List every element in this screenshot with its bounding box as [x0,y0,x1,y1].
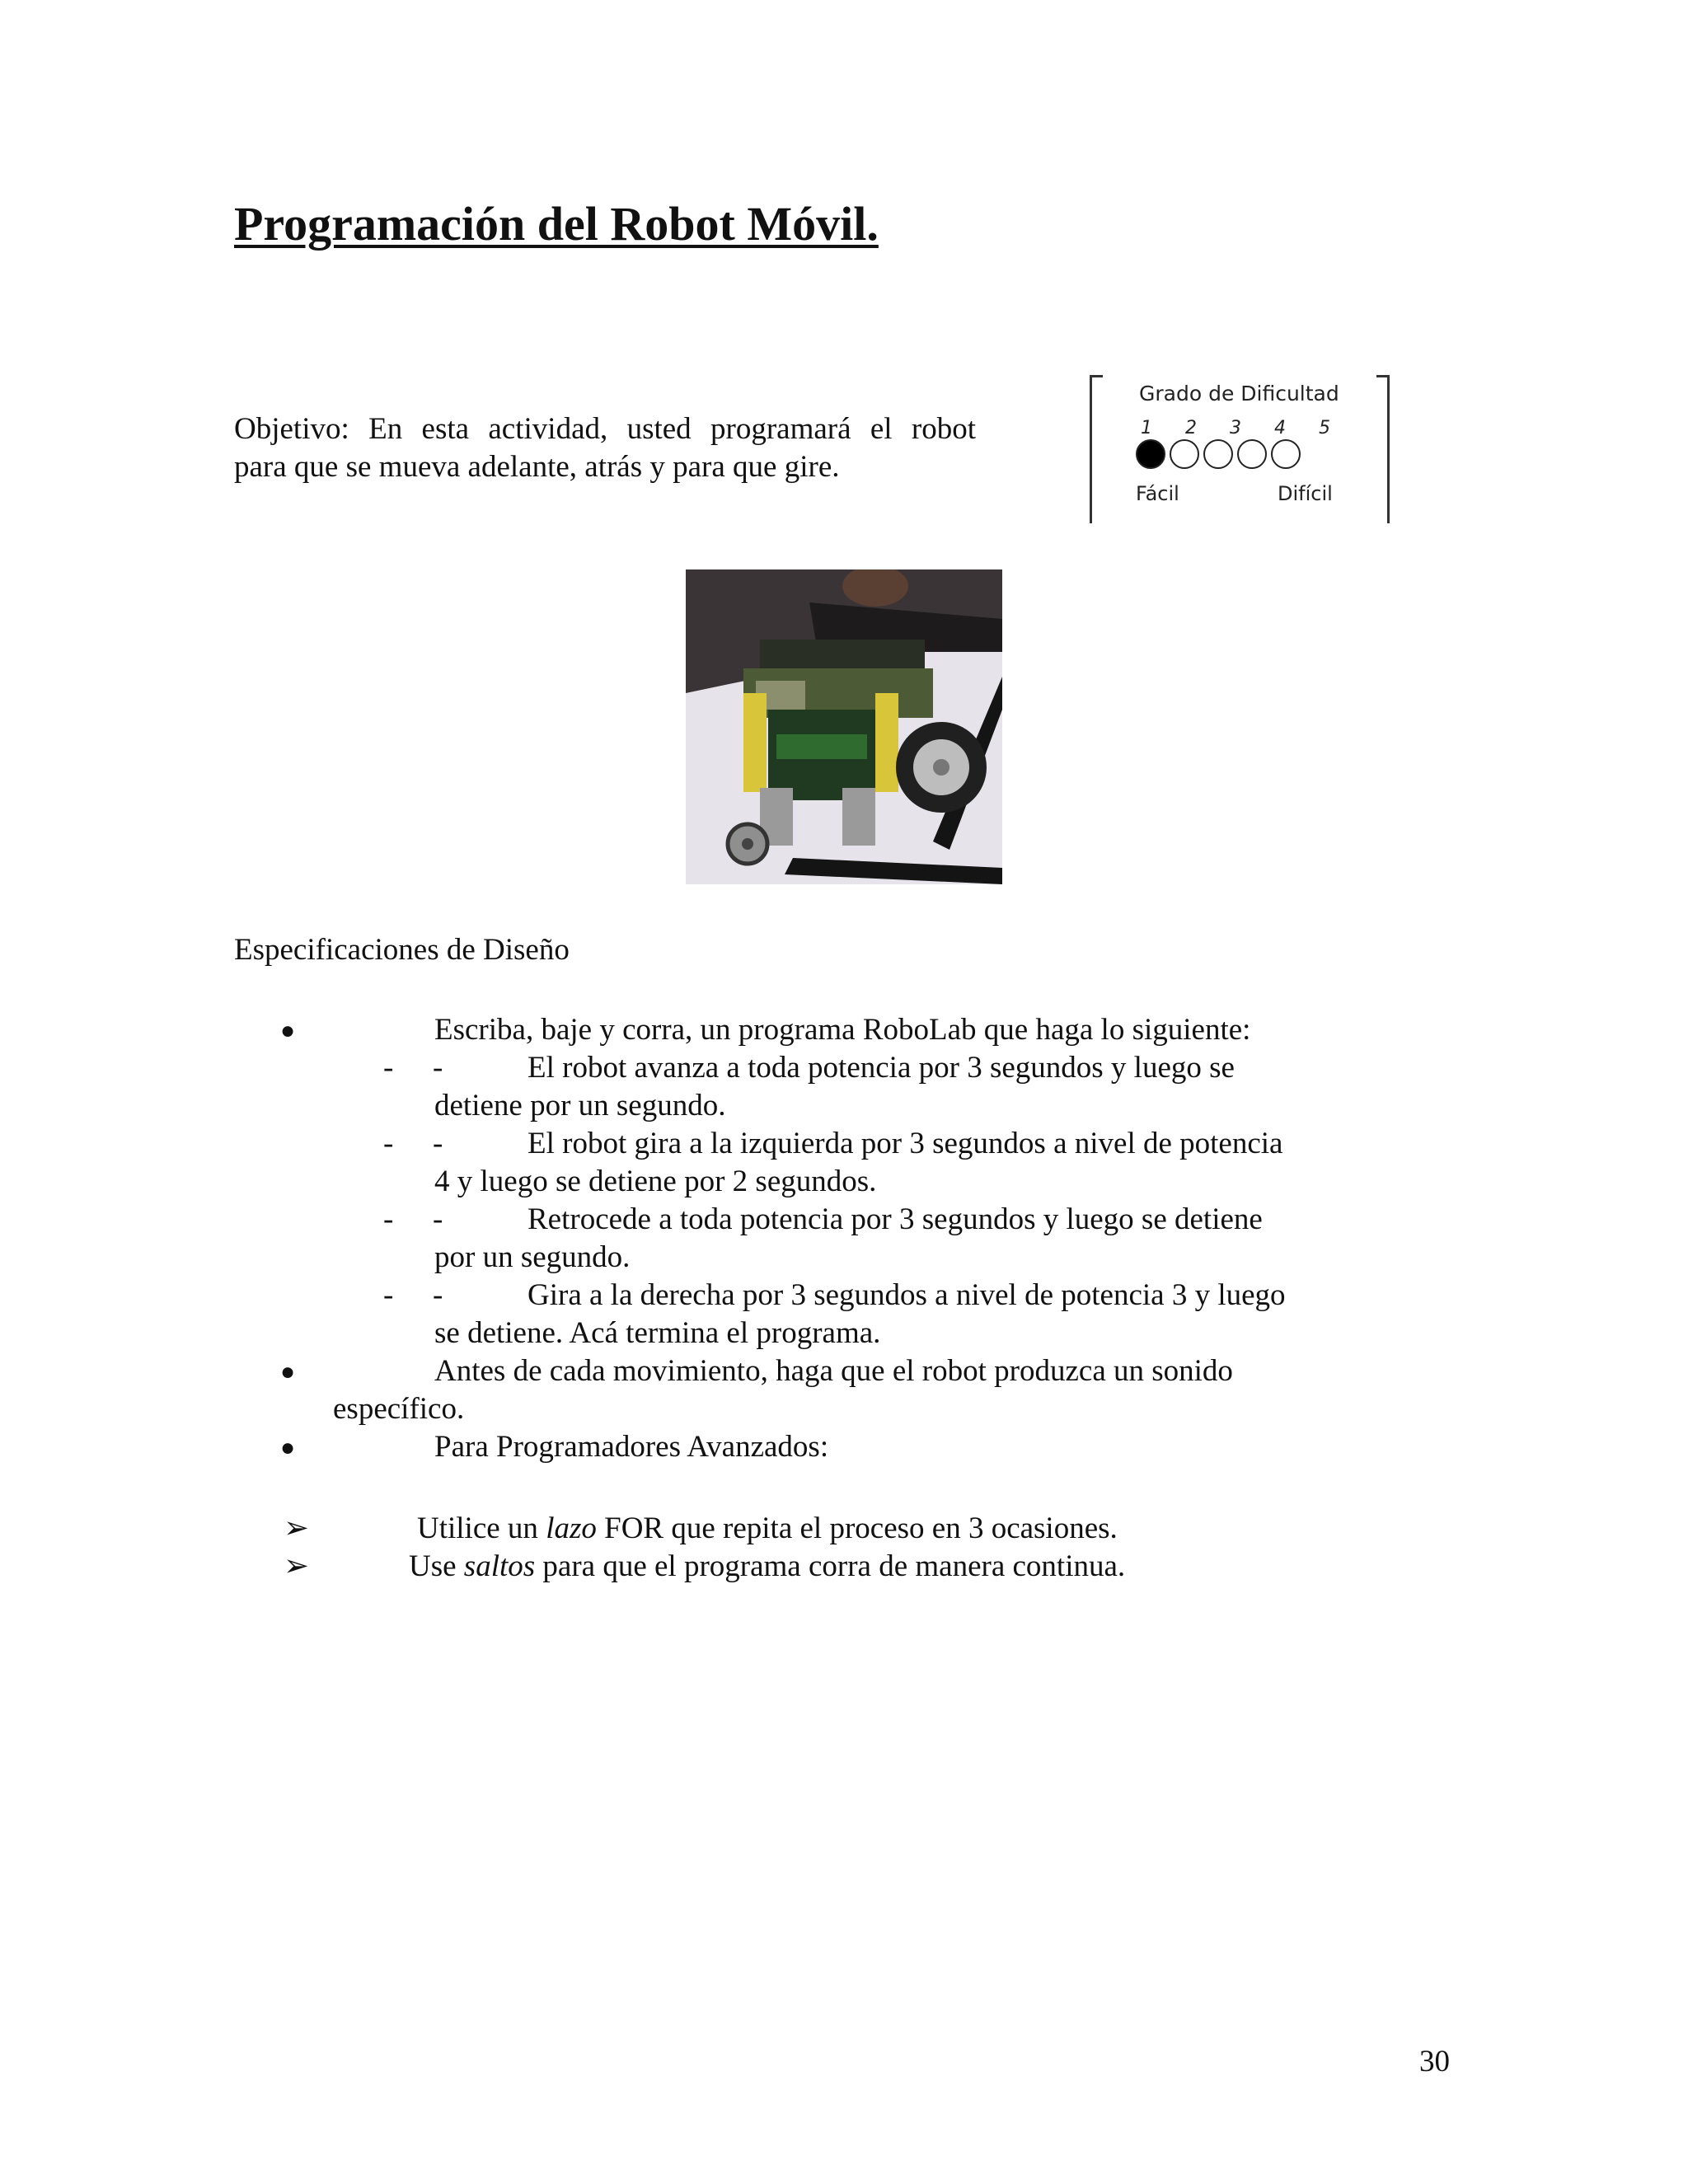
difficulty-scale [1090,375,1390,523]
bracket-right-top [1376,375,1390,377]
difficulty-number: 1 [1141,418,1152,438]
arrow-item-2-post: para que el programa corra de manera continua. [542,1549,1126,1583]
bullet-text-1: Escriba, baje y corra, un programa RoboLab que haga lo siguiente: [434,1013,1251,1047]
difficulty-circle-5 [1271,439,1301,469]
sub-item-2-line-1: El robot gira a la izquierda por 3 segundos a nivel de potencia [528,1127,1283,1160]
arrow-bullet-icon: ➢ [284,1549,310,1583]
dash-marker: - [433,1278,443,1312]
difficulty-circles [1136,439,1301,469]
difficulty-circle-4 [1237,439,1267,469]
bullet-icon: ● [280,1017,296,1044]
sub-item-2-line-2: 4 y luego se detiene por 2 segundos. [434,1165,877,1198]
bullet-text-3: Para Programadores Avanzados: [434,1430,829,1464]
bullet-icon: ● [280,1358,296,1385]
arrow-bullet-icon: ➢ [284,1511,310,1545]
dash-marker: - [383,1202,394,1236]
bracket-right [1387,375,1390,523]
arrow-item-1-post: FOR que repita el proceso en 3 ocasiones. [604,1511,1118,1545]
page-title: Programación del Robot Móvil. [234,197,879,251]
difficulty-hard-label: Difícil [1278,482,1333,505]
arrow-item-2-pre: Use [409,1549,457,1583]
page-number: 30 [1419,2045,1450,2079]
difficulty-circle-1 [1136,439,1165,469]
arrow-item-2 [409,1548,1125,1586]
dash-marker: - [383,1051,394,1085]
bullet-icon: ● [280,1434,296,1461]
difficulty-easy-label: Fácil [1136,482,1179,505]
sub-item-1-line-2: detiene por un segundo. [434,1089,726,1122]
sub-item-4-line-1: Gira a la derecha por 3 segundos a nivel de potencia 3 y luego [528,1278,1286,1312]
dash-marker: - [383,1127,394,1160]
objective-line-1: Objetivo: En esta actividad, usted programará el robot [234,412,976,446]
bracket-left [1090,375,1092,523]
difficulty-number: 5 [1319,418,1330,438]
dash-marker: - [433,1202,443,1236]
sub-item-1-line-1: El robot avanza a toda potencia por 3 segundos y luego se [528,1051,1235,1085]
bullet-text-2-line-2: específico. [333,1392,465,1426]
dash-marker: - [433,1051,443,1085]
arrow-item-1 [417,1510,1118,1548]
bullet-text-2-line-1: Antes de cada movimiento, haga que el robot produzca un sonido [434,1354,1233,1388]
arrow-item-2-em: saltos [463,1549,536,1583]
dash-marker: - [383,1278,394,1312]
arrow-item-1-em: lazo [546,1511,597,1545]
objective-text [234,410,976,486]
robot-illustration [686,569,1002,884]
arrow-item-1-pre: Utilice un [417,1511,538,1545]
bracket-left-top [1090,375,1103,377]
sub-item-3-line-2: por un segundo. [434,1240,631,1274]
specs-heading: Especificaciones de Diseño [234,933,570,967]
difficulty-circle-3 [1203,439,1233,469]
robot-photo [686,569,1002,884]
difficulty-number: 2 [1185,418,1197,438]
difficulty-number: 3 [1230,418,1241,438]
difficulty-title: Grado de Dificultad [1139,382,1339,405]
difficulty-circle-2 [1170,439,1199,469]
difficulty-numbers [1141,418,1330,438]
sub-item-4-line-2: se detiene. Acá termina el programa. [434,1316,881,1350]
dash-marker: - [433,1127,443,1160]
difficulty-number: 4 [1274,418,1286,438]
sub-item-3-line-1: Retrocede a toda potencia por 3 segundos y luego se detiene [528,1202,1263,1236]
objective-line-2: para que se mueva adelante, atrás y para que gire. [234,450,840,484]
